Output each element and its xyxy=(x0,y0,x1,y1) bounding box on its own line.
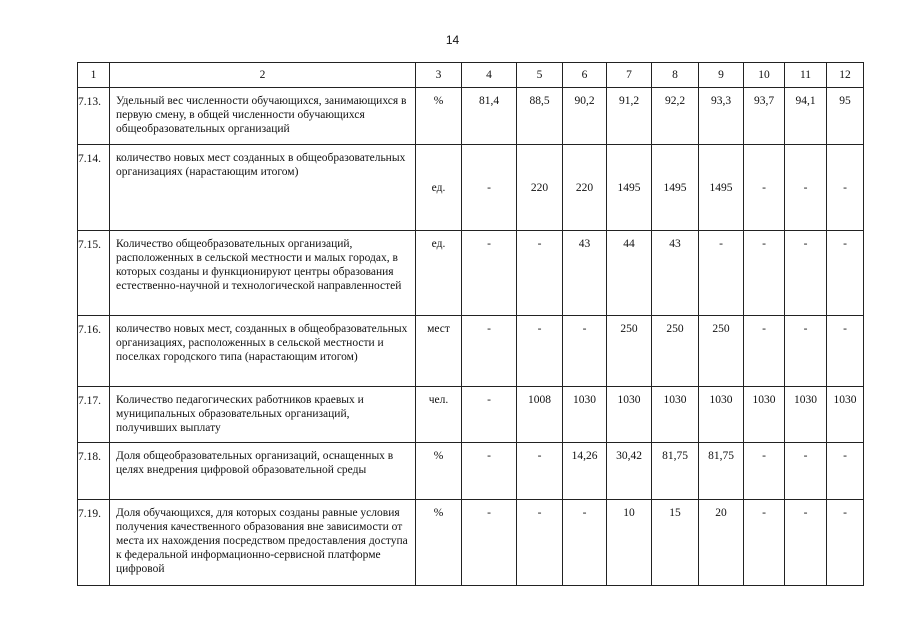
value-cell: 30,42 xyxy=(607,443,652,500)
value-cell: - xyxy=(462,316,517,387)
table-row xyxy=(78,387,864,443)
value-cell: 1030 xyxy=(607,387,652,443)
value-cell: 94,1 xyxy=(785,88,827,145)
value-cell: - xyxy=(517,443,563,500)
header-cell: 3 xyxy=(416,63,462,88)
value-cell: 1030 xyxy=(699,387,744,443)
header-cell: 4 xyxy=(462,63,517,88)
value-cell: 250 xyxy=(652,316,699,387)
value-cell: 81,75 xyxy=(699,443,744,500)
value-cell: - xyxy=(785,316,827,387)
table-row xyxy=(78,231,864,316)
row-name: Доля общеобразовательных организаций, оснащенных в целях внедрения цифровой образовательной среды xyxy=(110,443,416,500)
value-cell: - xyxy=(827,443,864,500)
value-cell: - xyxy=(699,231,744,316)
row-number: 7.19. xyxy=(78,500,110,586)
row-unit: % xyxy=(416,500,462,586)
value-cell: 1495 xyxy=(607,145,652,231)
table-row xyxy=(78,316,864,387)
value-cell: 43 xyxy=(652,231,699,316)
table-row xyxy=(78,145,864,231)
value-cell: - xyxy=(744,443,785,500)
header-cell: 6 xyxy=(563,63,607,88)
value-cell: 95 xyxy=(827,88,864,145)
row-number: 7.16. xyxy=(78,316,110,387)
value-cell: 1030 xyxy=(652,387,699,443)
value-cell: 1030 xyxy=(827,387,864,443)
header-cell: 11 xyxy=(785,63,827,88)
row-name: Количество общеобразовательных организаций, расположенных в сельской местности и малых городах, в которых созданы и функционируют центры образования естественно-научной и технологической направленностей xyxy=(110,231,416,316)
value-cell: - xyxy=(462,443,517,500)
header-cell: 2 xyxy=(110,63,416,88)
value-cell: - xyxy=(785,443,827,500)
row-unit: % xyxy=(416,443,462,500)
value-cell: - xyxy=(827,145,864,231)
row-name: Доля обучающихся, для которых созданы равные условия получения качественного образования вне зависимости от места их нахождения посредством предоставления доступа к федеральной информационно-сервисной платформе цифровой xyxy=(110,500,416,586)
value-cell: - xyxy=(563,316,607,387)
value-cell: 250 xyxy=(607,316,652,387)
value-cell: 20 xyxy=(699,500,744,586)
header-cell: 8 xyxy=(652,63,699,88)
page-number: 14 xyxy=(445,33,460,47)
value-cell: - xyxy=(827,500,864,586)
value-cell: - xyxy=(462,387,517,443)
row-number: 7.13. xyxy=(78,88,110,145)
value-cell: 1030 xyxy=(563,387,607,443)
header-cell: 10 xyxy=(744,63,785,88)
row-unit: мест xyxy=(416,316,462,387)
value-cell: - xyxy=(785,231,827,316)
value-cell: - xyxy=(785,500,827,586)
value-cell: 91,2 xyxy=(607,88,652,145)
row-number: 7.18. xyxy=(78,443,110,500)
row-unit: ед. xyxy=(416,231,462,316)
value-cell: 81,4 xyxy=(462,88,517,145)
header-cell: 12 xyxy=(827,63,864,88)
value-cell: 220 xyxy=(517,145,563,231)
header-cell: 9 xyxy=(699,63,744,88)
value-cell: 220 xyxy=(563,145,607,231)
row-unit: % xyxy=(416,88,462,145)
value-cell: 1030 xyxy=(785,387,827,443)
value-cell: 90,2 xyxy=(563,88,607,145)
value-cell: 250 xyxy=(699,316,744,387)
table-row xyxy=(78,500,864,586)
value-cell: 44 xyxy=(607,231,652,316)
value-cell: 1030 xyxy=(744,387,785,443)
value-cell: - xyxy=(785,145,827,231)
value-cell: - xyxy=(827,231,864,316)
row-name: Удельный вес численности обучающихся, занимающихся в первую смену, в общей численности обучающихся общеобразовательных организаций xyxy=(110,88,416,145)
header-cell: 1 xyxy=(78,63,110,88)
value-cell: 88,5 xyxy=(517,88,563,145)
value-cell: 1495 xyxy=(699,145,744,231)
value-cell: - xyxy=(744,500,785,586)
value-cell: - xyxy=(827,316,864,387)
value-cell: 15 xyxy=(652,500,699,586)
row-number: 7.17. xyxy=(78,387,110,443)
value-cell: - xyxy=(744,145,785,231)
value-cell: - xyxy=(744,316,785,387)
value-cell: 10 xyxy=(607,500,652,586)
value-cell: - xyxy=(517,316,563,387)
value-cell: 92,2 xyxy=(652,88,699,145)
value-cell: - xyxy=(517,500,563,586)
value-cell: - xyxy=(462,231,517,316)
row-unit: ед. xyxy=(416,145,462,231)
row-name: количество новых мест созданных в общеобразовательных организациях (нарастающим итогом) xyxy=(110,145,416,231)
value-cell: - xyxy=(563,500,607,586)
table-row xyxy=(78,443,864,500)
value-cell: - xyxy=(462,145,517,231)
indicators-table xyxy=(77,62,864,586)
value-cell: 93,3 xyxy=(699,88,744,145)
value-cell: 93,7 xyxy=(744,88,785,145)
row-number: 7.14. xyxy=(78,145,110,231)
value-cell: 81,75 xyxy=(652,443,699,500)
value-cell: 1008 xyxy=(517,387,563,443)
value-cell: 14,26 xyxy=(563,443,607,500)
table-header-row xyxy=(78,63,864,88)
row-name: Количество педагогических работников краевых и муниципальных образовательных организаций, получивших выплату xyxy=(110,387,416,443)
header-cell: 7 xyxy=(607,63,652,88)
row-unit: чел. xyxy=(416,387,462,443)
value-cell: - xyxy=(517,231,563,316)
value-cell: 43 xyxy=(563,231,607,316)
value-cell: - xyxy=(744,231,785,316)
value-cell: - xyxy=(462,500,517,586)
value-cell: 1495 xyxy=(652,145,699,231)
row-number: 7.15. xyxy=(78,231,110,316)
table-row xyxy=(78,88,864,145)
header-cell: 5 xyxy=(517,63,563,88)
row-name: количество новых мест, созданных в общеобразовательных организациях, расположенных в сельской местности и поселках городского типа (нарастающим итогом) xyxy=(110,316,416,387)
